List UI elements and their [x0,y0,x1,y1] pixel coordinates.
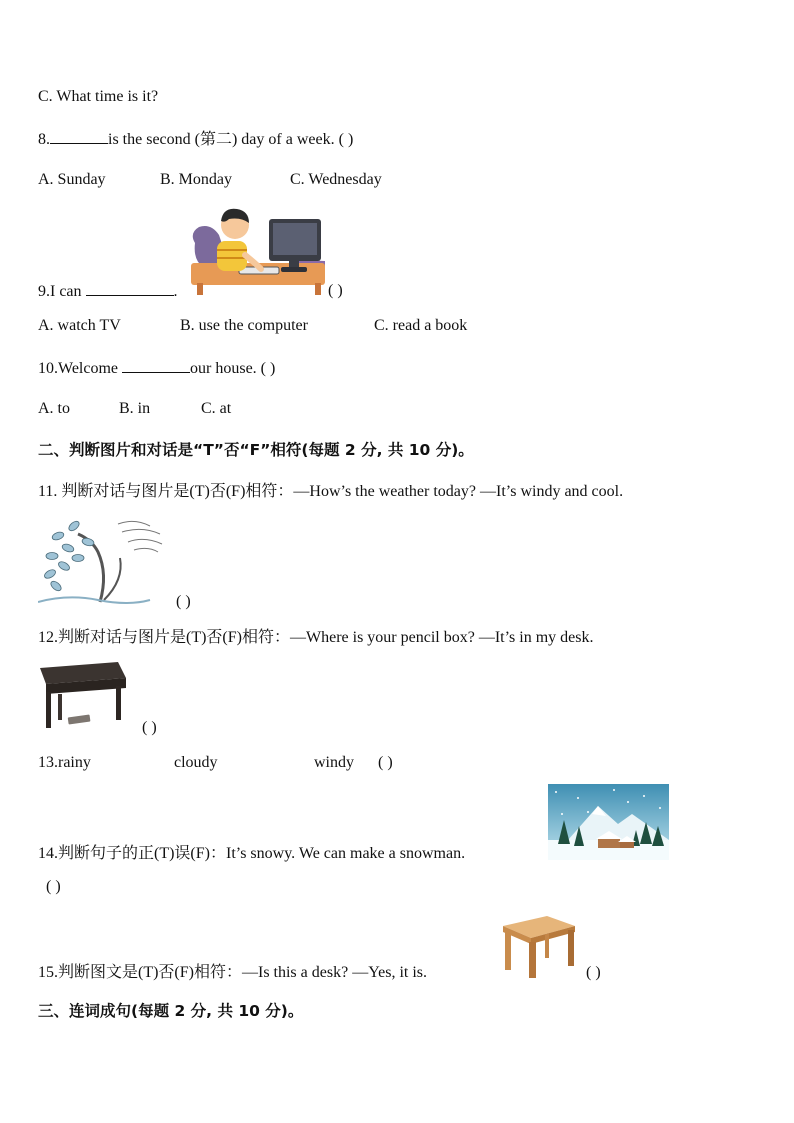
q8-answer-paren[interactable]: ( ) [338,131,354,148]
q8-stem: is the second (第二) day of a week. [108,131,335,148]
q12-question: 12.判断对话与图片是(T)否(F)相符：—Where is your pencil box? —It’s in my desk. [38,629,594,646]
q15-answer-paren[interactable]: ( ) [586,964,601,981]
wooden-table-image [501,914,577,980]
q9-option-b: B. use the computer [180,317,308,334]
snowy-landscape-image [548,784,669,860]
q9-stem: 9.I can [38,283,82,300]
q8-answer-blank[interactable] [50,129,108,144]
q9-option-a: A. watch TV [38,317,121,334]
q11-answer-paren[interactable]: ( ) [176,593,191,610]
q14-question: 14.判断句子的正(T)误(F)：It’s snowy. We can make a snowman. [38,845,466,862]
q13-word-1: 13.rainy [38,754,91,771]
boy-computer-image [189,205,329,297]
q11-question: 11. 判断对话与图片是(T)否(F)相符：—How’s the weather today? —It’s windy and cool. [38,483,624,500]
q13-word-3: windy [314,754,354,771]
q9-answer-paren[interactable]: ( ) [328,282,343,299]
q8-option-b: B. Monday [160,171,232,188]
dark-desk-image [38,658,128,730]
q10-stem: 10.Welcome [38,360,119,377]
q8-option-c: C. Wednesday [290,171,382,188]
section-3-title: 三、连词成句(每题 2 分, 共 10 分)。 [38,1002,304,1020]
q9-question [38,281,178,302]
q10-question [38,358,275,379]
q10-end: our house. [190,360,257,377]
q8-question [38,129,353,150]
q14-answer-paren[interactable]: ( ) [46,878,61,895]
q7-option-c: C. What time is it? [38,88,159,105]
q8-number: 8. [38,131,50,148]
q10-option-c: C. at [201,400,232,417]
q9-end: . [173,283,178,300]
q13-word-2: cloudy [174,754,218,771]
q12-answer-paren[interactable]: ( ) [142,719,157,736]
q10-option-a: A. to [38,400,70,417]
q15-question: 15.判断图文是(T)否(F)相符：—Is this a desk? —Yes, it is. [38,964,428,981]
q13-answer-paren[interactable]: ( ) [378,754,393,771]
q10-answer-blank[interactable] [122,358,190,373]
q10-option-b: B. in [119,400,151,417]
q9-answer-blank[interactable] [86,281,174,296]
windy-tree-image [38,514,168,606]
q9-option-c: C. read a book [374,317,468,334]
q10-answer-paren[interactable]: ( ) [260,360,276,377]
section-2-title: 二、判断图片和对话是“T”否“F”相符(每题 2 分, 共 10 分)。 [38,441,474,459]
q8-option-a: A. Sunday [38,171,106,188]
